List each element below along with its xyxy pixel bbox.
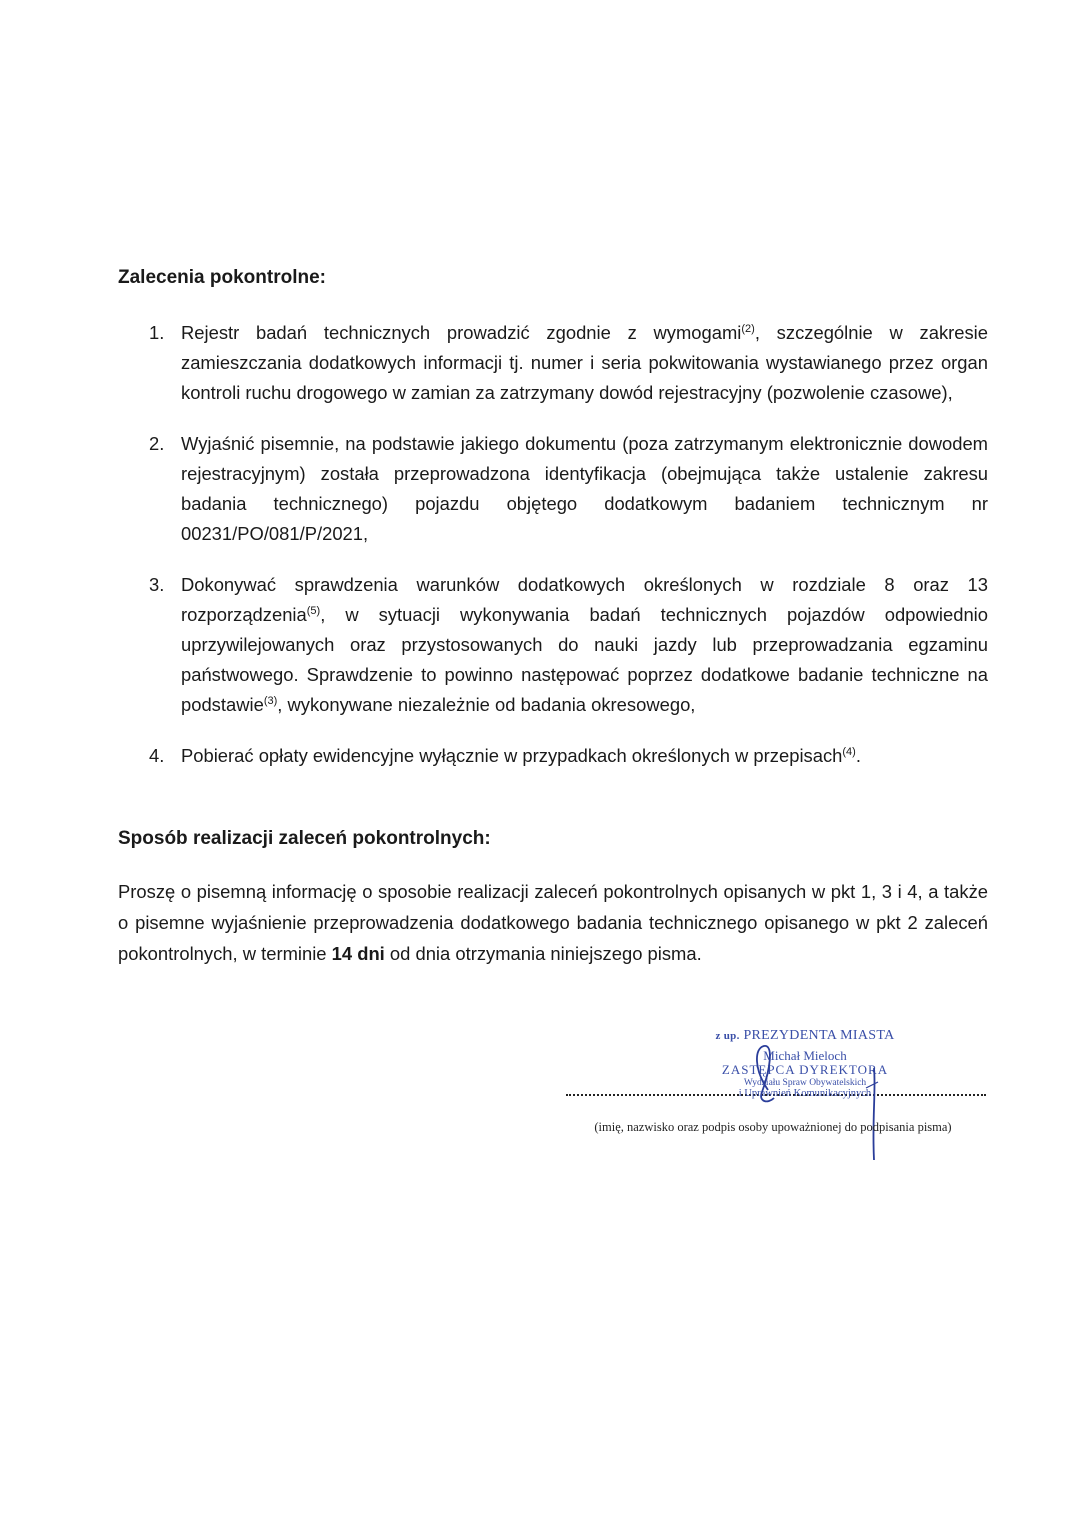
footnote-ref: (3) bbox=[263, 695, 278, 707]
stamp-name: Michał Mieloch bbox=[763, 1048, 847, 1063]
item-text: Pobierać opłaty ewidencyjne wyłącznie w przypadkach określonych w przepisach$^{(4)}$. bbox=[181, 745, 861, 766]
item-number: 4. bbox=[149, 745, 165, 766]
footnote-ref: (4) bbox=[842, 746, 856, 758]
deadline: 14 dni bbox=[331, 943, 385, 964]
item-text: Dokonywać sprawdzenia warunków dodatkowych określonych w rozdziale 8 oraz 13 rozporządzenia$^{(5)}$, w sytuacji wykonywania badań technicznych pojazdów odpowiednio uprzywilejowanych oraz przystosowanych do nauki jazdy lub przeprowadzania egzaminu państwowego. Sprawdzenie to powinno następować poprzez dodatkowe badanie techniczne na podstawie$^{(3)}$, wykonywane niezależnie od badania okresowego, bbox=[181, 574, 988, 715]
item-number: 1. bbox=[149, 322, 165, 343]
list-item bbox=[118, 570, 988, 720]
signature-caption: (imię, nazwisko oraz podpis osoby upoważnionej do podpisania pisma) bbox=[594, 1120, 952, 1134]
footnote-ref: (5) bbox=[306, 605, 321, 617]
stamp-dept-1: Wydziału Spraw Obywatelskich bbox=[743, 1078, 867, 1088]
recommendations-list bbox=[118, 318, 988, 792]
list-item bbox=[118, 741, 988, 771]
stamp-dept-2: i Uprawnień Komunikacyjnych bbox=[738, 1088, 872, 1099]
handwritten-signature bbox=[740, 1030, 890, 1170]
list-item bbox=[118, 318, 988, 408]
implementation-heading: Sposób realizacji zaleceń pokontrolnych: bbox=[118, 828, 491, 849]
item-text: Rejestr badań technicznych prowadzić zgodnie z wymogami$^{(2)}$, szczególnie w zakresie zamieszczania dodatkowych informacji tj. numer i seria pokwitowania wystawianego przez organ kontroli ruchu drogowego w zamian za zatrzymany dowód rejestracyjny (pozwolenie czasowe), bbox=[181, 322, 988, 403]
item-number: 3. bbox=[149, 574, 165, 595]
implementation-paragraph: Proszę o pisemną informację o sposobie realizacji zaleceń pokontrolnych opisanych w pkt 1, 3 i 4, a także o pisemne wyjaśnienie przeprowadzenia dodatkowego badania technicznego opisanego w pkt 2 zaleceń pokontrolnych, w terminie 14 dni od dnia otrzymania niniejszego pisma. bbox=[118, 881, 988, 964]
recommendations-heading: Zalecenia pokontrolne: bbox=[118, 267, 326, 288]
stamp-role: ZASTĘPCA DYREKTORA bbox=[721, 1062, 889, 1077]
list-item bbox=[118, 429, 988, 549]
item-text: Wyjaśnić pisemnie, na podstawie jakiego dokumentu (poza zatrzymanym elektronicznie dowodem rejestracyjnym) została przeprowadzona identyfikacja (obejmująca także ustalenie zakresu badania technicznego) pojazdu objętego dodatkowym badaniem technicznym nr 00231/PO/081/P/2021, bbox=[181, 433, 988, 544]
stamp-prefix: z up. bbox=[715, 1030, 740, 1042]
stamp-office: PREZYDENTA MIASTA bbox=[743, 1028, 895, 1043]
footnote-ref: (2) bbox=[741, 323, 755, 335]
item-number: 2. bbox=[149, 433, 165, 454]
